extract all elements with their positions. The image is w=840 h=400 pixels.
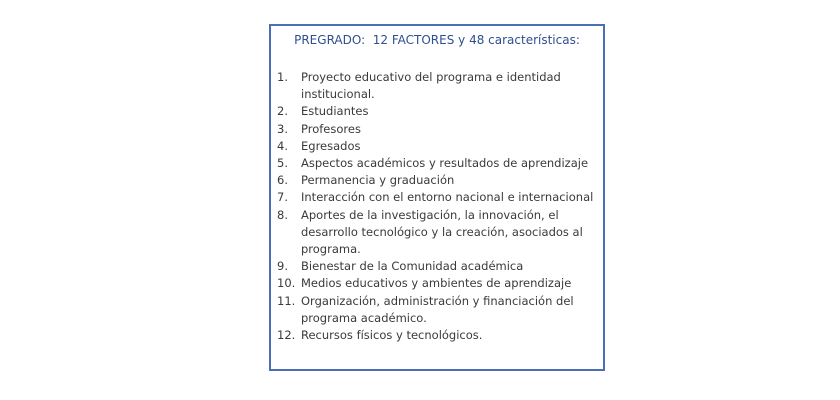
list-item-text: Proyecto educativo del programa e identidad institucional.: [301, 70, 561, 102]
list-item: [277, 189, 597, 206]
list-item-number: 8.: [277, 207, 288, 222]
list-item-number: 6.: [277, 173, 288, 188]
list-item-number: 1.: [277, 70, 288, 84]
list-item-text: Organización, administración y financiación del programa académico.: [301, 293, 574, 325]
list-item: [277, 327, 597, 344]
list-item-number: 12.: [277, 328, 296, 343]
list-item-text: Aportes de la investigación, la innovación, el desarrollo tecnológico y la creación, asociados al programa.: [301, 207, 583, 257]
list-item: [277, 275, 597, 292]
list-item-text: Profesores: [301, 121, 361, 136]
list-item-number: 4.: [277, 138, 288, 153]
list-item-number: 9.: [277, 259, 288, 274]
list-item: [277, 155, 597, 172]
box-title: PREGRADO: 12 FACTORES y 48 características:: [294, 33, 580, 47]
list-item: [277, 103, 597, 120]
list-item-number: 2.: [277, 104, 288, 119]
list-item-text: Estudiantes: [301, 104, 369, 119]
list-item-text: Medios educativos y ambientes de aprendizaje: [301, 276, 572, 291]
list-item: [277, 172, 597, 189]
list-item-number: 5.: [277, 156, 288, 171]
list-item: [277, 69, 597, 103]
list-item-number: 3.: [277, 121, 288, 136]
list-item-text: Aspectos académicos y resultados de aprendizaje: [301, 156, 589, 171]
factor-list: [277, 69, 597, 344]
list-item-number: 11.: [277, 293, 296, 308]
list-item-text: Bienestar de la Comunidad académica: [301, 259, 524, 274]
list-item-text: Recursos físicos y tecnológicos.: [301, 328, 483, 343]
list-item: [277, 258, 597, 275]
list-item: [277, 138, 597, 155]
list-item-text: Permanencia y graduación: [301, 173, 455, 188]
list-item-number: 7.: [277, 190, 288, 205]
list-item-number: 10.: [277, 276, 296, 291]
list-item-text: Interacción con el entorno nacional e internacional: [301, 190, 594, 205]
list-item-text: Egresados: [301, 138, 361, 153]
list-item: [277, 207, 597, 259]
factors-box: [269, 24, 605, 371]
list-item: [277, 121, 597, 138]
list-item: [277, 293, 597, 327]
